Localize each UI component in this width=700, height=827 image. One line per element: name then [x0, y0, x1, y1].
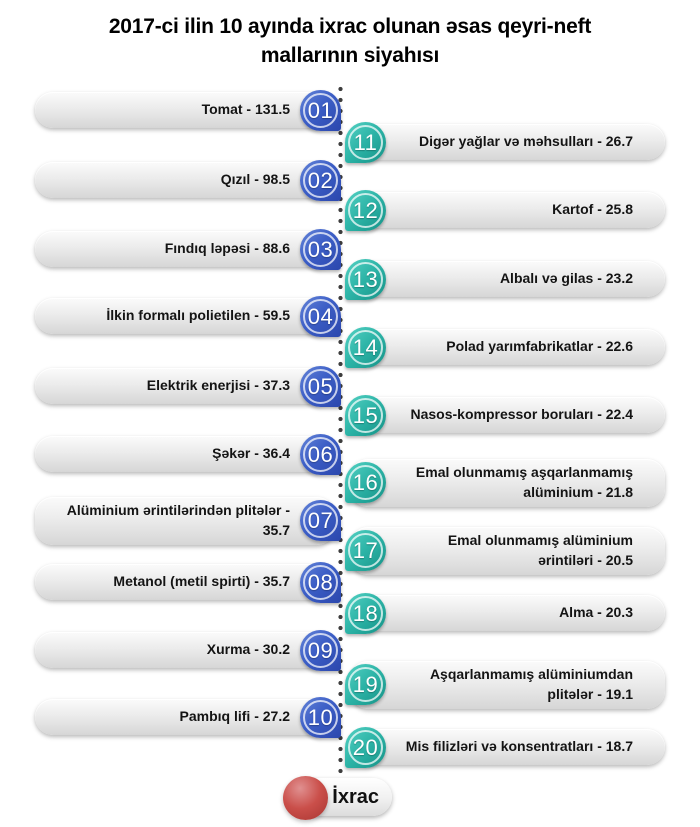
legend [283, 776, 413, 824]
rank-number: 18 [352, 600, 379, 626]
export-label: Kartof - 25.8 [552, 201, 633, 218]
rank-number: 20 [352, 734, 379, 760]
export-label: Xurma - 30.2 [206, 641, 290, 658]
rank-number: 14 [352, 334, 379, 360]
rank-badge [300, 229, 341, 270]
export-label: Metanol (metil spirti) - 35.7 [113, 573, 290, 590]
export-label: Fındıq ləpəsi - 88.6 [164, 240, 290, 257]
export-label: İlkin formalı polietilen - 59.5 [106, 307, 290, 324]
page-title: 2017-ci ilin 10 ayında ixrac olunan əsas qeyri-neft mallarının siyahısı [108, 15, 592, 68]
export-label: Alma - 20.3 [559, 604, 633, 621]
export-pill [35, 368, 335, 404]
rank-number: 06 [307, 441, 334, 467]
export-pill [350, 595, 665, 631]
rank-number: 05 [307, 373, 334, 399]
rank-badge [345, 727, 386, 768]
export-label: Qızıl - 98.5 [220, 171, 290, 188]
rank-number: 13 [352, 266, 379, 292]
rank-badge [345, 593, 386, 634]
rank-badge [345, 530, 386, 571]
export-pill [35, 497, 335, 545]
export-label: Emal olunmamış aşqarlanmamış alüminium - 21.8 [415, 464, 633, 500]
export-label: Pambıq lifi - 27.2 [179, 708, 290, 725]
export-label: Albalı və gilas - 23.2 [499, 270, 633, 287]
export-label: Digər yağlar və məhsulları - 26.7 [419, 133, 633, 150]
export-pill [35, 231, 335, 267]
rank-badge [300, 562, 341, 603]
rank-badge [300, 160, 341, 201]
rank-badge [345, 395, 386, 436]
rank-number: 08 [307, 569, 334, 595]
export-pill [350, 729, 665, 765]
export-pill [35, 699, 335, 735]
export-pill [350, 527, 665, 575]
export-pill [350, 459, 665, 507]
export-pill [35, 298, 335, 334]
export-pill [35, 92, 335, 128]
rank-number: 01 [307, 97, 334, 123]
export-label: Aşqarlanmamış alüminiumdan plitələr - 19.1 [429, 666, 633, 702]
rank-badge [345, 122, 386, 163]
rank-number: 03 [307, 236, 334, 262]
rank-number: 17 [352, 537, 379, 563]
rank-badge [300, 434, 341, 475]
rank-number: 09 [307, 637, 334, 663]
rank-number: 19 [352, 671, 379, 697]
export-pill [350, 329, 665, 365]
rank-number: 15 [352, 402, 379, 428]
rank-badge [345, 259, 386, 300]
export-pill [35, 162, 335, 198]
rank-number: 11 [353, 129, 378, 155]
rank-number: 16 [352, 469, 379, 495]
rank-badge [345, 190, 386, 231]
export-pill [35, 564, 335, 600]
rank-badge [300, 697, 341, 738]
export-label: Polad yarımfabrikatlar - 22.6 [446, 338, 633, 355]
export-pill [350, 261, 665, 297]
rank-number: 02 [307, 167, 334, 193]
rank-number: 04 [307, 303, 334, 329]
export-pill [35, 632, 335, 668]
rank-badge [345, 462, 386, 503]
rank-number: 07 [307, 507, 334, 533]
rank-badge [300, 630, 341, 671]
rank-badge [300, 296, 341, 337]
export-label: Elektrik enerjisi - 37.3 [146, 377, 290, 394]
export-pill [350, 192, 665, 228]
export-pill [350, 397, 665, 433]
rank-badge [300, 500, 341, 541]
export-label: Şəkər - 36.4 [212, 445, 290, 462]
rank-badge [345, 327, 386, 368]
export-pill [350, 661, 665, 709]
export-label: Alüminium ərintilərindən plitələr - 35.7 [66, 502, 290, 538]
rank-badge [300, 90, 341, 131]
rank-badge [300, 366, 341, 407]
export-label: Emal olunmamış alüminium ərintiləri - 20.5 [447, 532, 633, 568]
export-label: Tomat - 131.5 [201, 101, 290, 118]
red-sphere-icon [283, 776, 328, 820]
export-pill [35, 436, 335, 472]
rank-number: 10 [307, 704, 334, 730]
rank-number: 12 [352, 197, 379, 223]
rank-badge [345, 664, 386, 705]
export-label: Nasos-kompressor boruları - 22.4 [410, 406, 633, 423]
export-pill [350, 124, 665, 160]
export-label: Mis filizləri və konsentratları - 18.7 [405, 738, 633, 755]
legend-label: İxrac [332, 785, 379, 808]
